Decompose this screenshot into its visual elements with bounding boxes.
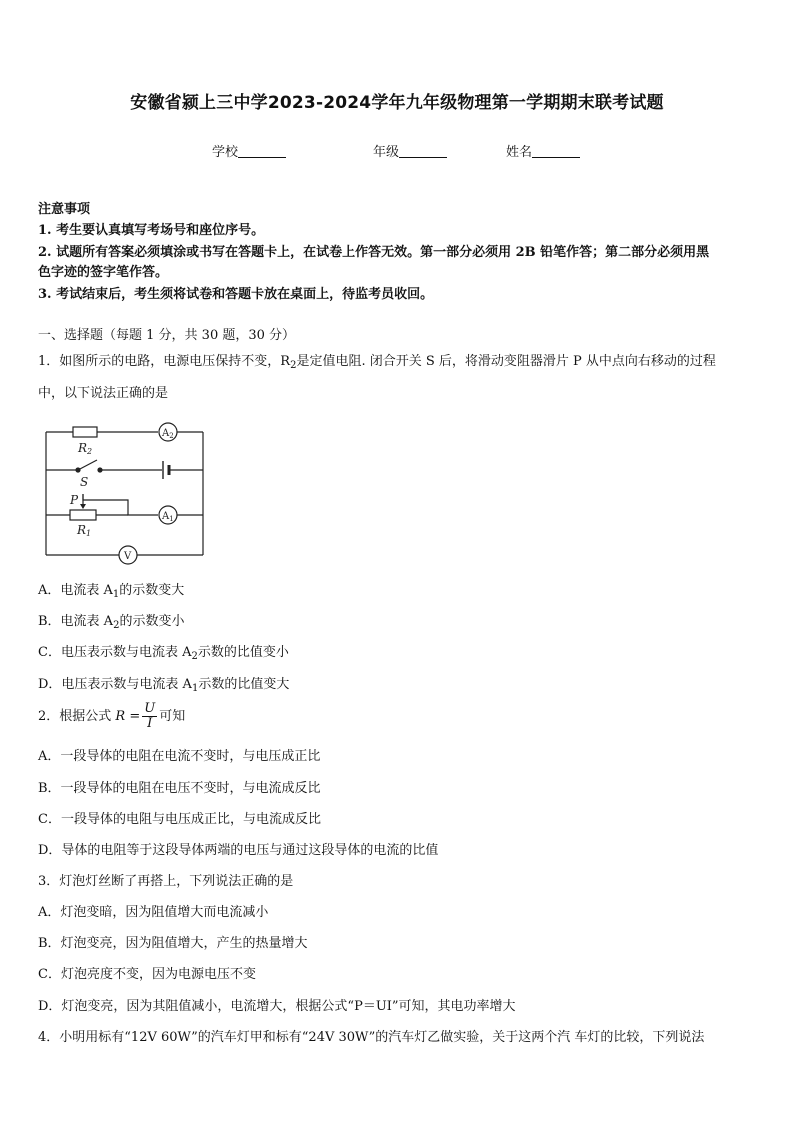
- label-a2: $A_2$: [162, 428, 174, 440]
- label-p: P: [70, 493, 79, 507]
- q2-stem: 2．根据公式 R = $\frac{U}{I}$ 可知: [38, 701, 186, 731]
- q1-stem-line1: 1．如图所示的电路，电源电压保持不变，$R_2$是定值电阻. 闭合开关 S 后，将滑动变阻器滑片 P 从中点向右移动的过程: [38, 354, 716, 371]
- school-field: [212, 141, 286, 160]
- notice-heading: 注意事项: [38, 202, 91, 217]
- page-title: 安徽省颍上三中学2023-2024学年九年级物理第一学期期末联考试题: [130, 93, 664, 113]
- label-v: V: [124, 551, 132, 562]
- q1-option-a: A．电流表 $A_1$的示数变大: [38, 583, 185, 600]
- q3-option-d: D．灯泡变亮，因为其阻值减小，电流增大，根据公式“P＝UI”可知，其电功率增大: [38, 999, 516, 1014]
- grade-field: [373, 141, 447, 160]
- label-a1: $A_1$: [162, 511, 174, 523]
- q4-stem: 4．小明用标有“12V 60W”的汽车灯甲和标有“24V 30W”的汽车灯乙做实验，关于这两个汽 车灯的比较，下列说法: [38, 1030, 705, 1045]
- name-field: [506, 141, 580, 160]
- name-blank[interactable]: [532, 144, 580, 158]
- q2-option-a: A．一段导体的电阻在电流不变时，与电压成正比: [38, 749, 321, 764]
- circuit-diagram: [40, 420, 215, 565]
- q3-stem: 3．灯泡灯丝断了再搭上，下列说法正确的是: [38, 874, 294, 889]
- grade-blank[interactable]: [399, 144, 447, 158]
- q3-option-a: A．灯泡变暗，因为阻值增大而电流减小: [38, 905, 269, 920]
- q1-option-c: C．电压表示数与电流表 $A_2$示数的比值变小: [38, 645, 289, 662]
- q2-option-c: C．一段导体的电阻与电压成正比，与电流成反比: [38, 812, 321, 827]
- q1-option-d: D．电压表示数与电流表 $A_1$示数的比值变大: [38, 677, 290, 694]
- resistor-r2: [73, 427, 97, 437]
- label-r2: R2: [78, 441, 93, 456]
- resistor-r1: [70, 510, 96, 520]
- label-s: S: [80, 475, 89, 489]
- q1-stem-line2: 中，以下说法正确的是: [38, 386, 169, 401]
- q3-option-b: B．灯泡变亮，因为阻值增大，产生的热量增大: [38, 936, 308, 951]
- notice-item: 1. 考生要认真填写考场号和座位序号。: [38, 223, 265, 238]
- formula-lhs: R =: [115, 709, 141, 724]
- grade-label: 年级: [373, 145, 400, 160]
- name-label: 姓名: [506, 145, 533, 160]
- school-label: 学校: [212, 145, 239, 160]
- q2-option-d: D．导体的电阻等于这段导体两端的电压与通过这段导体的电流的比值: [38, 843, 439, 858]
- notice-item: 2. 试题所有答案必须填涂或书写在答题卡上，在试卷上作答无效。第一部分必须用 2B 铅笔作答；第二部分必须用黑: [38, 245, 710, 260]
- school-blank[interactable]: [238, 144, 286, 158]
- formula-fraction: $\frac{U}{I}$: [144, 701, 156, 731]
- notice-item: 3. 考试结束后，考生须将试卷和答题卡放在桌面上，待监考员收回。: [38, 287, 434, 302]
- label-r1: R1: [77, 523, 92, 538]
- section-heading: 一、选择题（每题 1 分，共 30 题，30 分）: [38, 328, 296, 343]
- q3-option-c: C．灯泡亮度不变，因为电源电压不变: [38, 967, 256, 982]
- switch-s: [78, 460, 97, 470]
- notice-item: 色字迹的签字笔作答。: [38, 265, 169, 280]
- q1-option-b: B．电流表 $A_2$的示数变小: [38, 614, 185, 631]
- q2-option-b: B．一段导体的电阻在电压不变时，与电流成反比: [38, 781, 321, 796]
